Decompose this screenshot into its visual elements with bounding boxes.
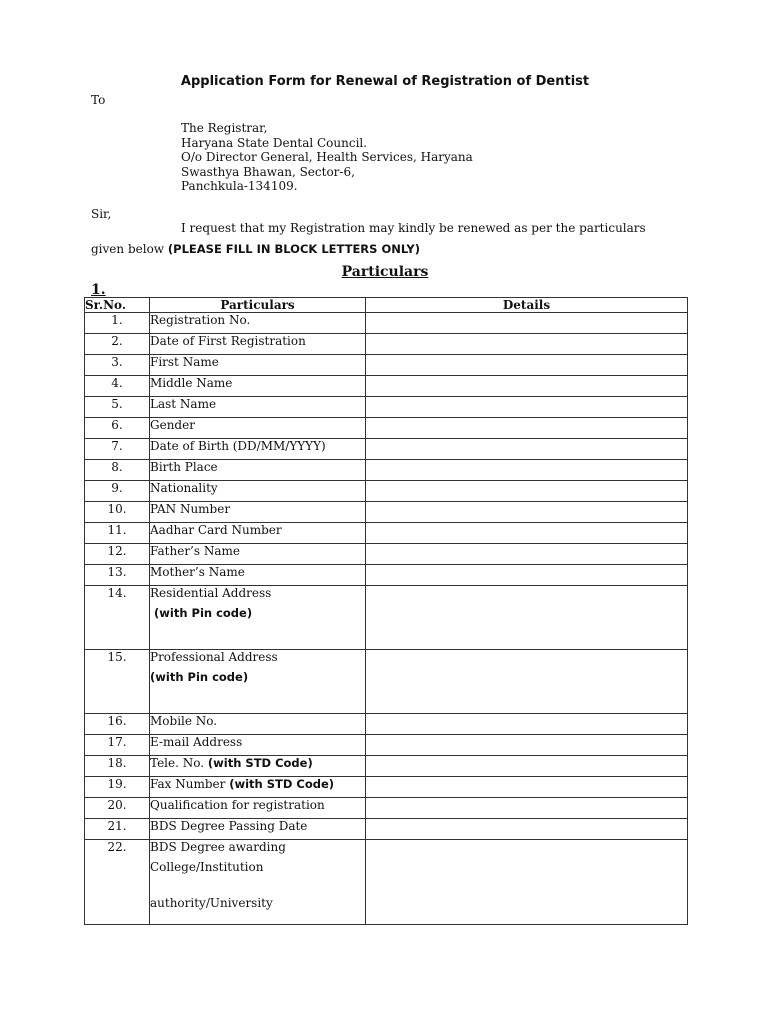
row-particular: [150, 544, 366, 565]
particular-label: E-mail Address: [150, 735, 243, 749]
table-row: [85, 355, 688, 376]
particular-label: BDS Degree awarding: [150, 840, 286, 854]
table-row: [85, 397, 688, 418]
row-number: 8.: [85, 460, 150, 481]
particular-line: College/Institution: [150, 860, 264, 874]
address-line: Panchkula-134109.: [181, 179, 298, 193]
row-number: 9.: [85, 481, 150, 502]
details-field[interactable]: [366, 481, 688, 502]
table-header-row: [85, 298, 688, 313]
request-line-1: I request that my Registration may kindly be renewed as per the particulars: [181, 221, 646, 235]
row-number: 21.: [85, 819, 150, 840]
table-row: [85, 840, 688, 925]
table-row: [85, 819, 688, 840]
row-number: 13.: [85, 565, 150, 586]
row-number: 14.: [85, 586, 150, 650]
table-row: [85, 714, 688, 735]
particular-label: Mother’s Name: [150, 565, 245, 579]
details-field[interactable]: [366, 565, 688, 586]
table-row: [85, 544, 688, 565]
particular-label: Registration No.: [150, 313, 251, 327]
salutation: Sir,: [91, 207, 112, 221]
row-particular: [150, 439, 366, 460]
particular-label: Father’s Name: [150, 544, 240, 558]
row-particular: [150, 565, 366, 586]
table-row: [85, 523, 688, 544]
row-number: 1.: [85, 313, 150, 334]
details-field[interactable]: [366, 735, 688, 756]
row-number: 7.: [85, 439, 150, 460]
header-particulars: Particulars: [150, 298, 366, 313]
row-particular: [150, 481, 366, 502]
particulars-table: [84, 297, 688, 925]
details-field[interactable]: [366, 650, 688, 714]
row-particular: [150, 460, 366, 481]
row-number: 22.: [85, 840, 150, 925]
details-field[interactable]: [366, 777, 688, 798]
row-particular: [150, 523, 366, 544]
address-line: Haryana State Dental Council.: [181, 135, 368, 150]
section-number: 1.: [91, 282, 106, 298]
row-particular: [150, 376, 366, 397]
row-particular: [150, 355, 366, 376]
particular-label: Date of First Registration: [150, 334, 306, 348]
row-particular: [150, 397, 366, 418]
request-prefix: given below: [91, 242, 165, 256]
header-srno: Sr.No.: [85, 298, 150, 313]
particular-note: (with STD Code): [207, 756, 313, 770]
table-row: [85, 439, 688, 460]
table-row: [85, 777, 688, 798]
details-field[interactable]: [366, 586, 688, 650]
row-particular: [150, 756, 366, 777]
row-particular: [150, 650, 366, 714]
details-field[interactable]: [366, 544, 688, 565]
details-field[interactable]: [366, 502, 688, 523]
details-field[interactable]: [366, 714, 688, 735]
table-row: [85, 565, 688, 586]
row-number: 6.: [85, 418, 150, 439]
table-row: [85, 334, 688, 355]
details-field[interactable]: [366, 798, 688, 819]
details-field[interactable]: [366, 756, 688, 777]
table-row: [85, 313, 688, 334]
row-particular: [150, 777, 366, 798]
row-number: 12.: [85, 544, 150, 565]
row-number: 19.: [85, 777, 150, 798]
row-particular: [150, 334, 366, 355]
details-field[interactable]: [366, 523, 688, 544]
details-field[interactable]: [366, 840, 688, 925]
address-line: O/o Director General, Health Services, Haryana: [181, 150, 473, 164]
to-label: To: [91, 93, 106, 107]
address-line: The Registrar,: [181, 121, 268, 135]
address-line: Swasthya Bhawan, Sector-6,: [181, 164, 355, 179]
details-field[interactable]: [366, 819, 688, 840]
table-row: [85, 756, 688, 777]
table-row: [85, 376, 688, 397]
particular-label: Qualification for registration: [150, 798, 325, 812]
details-field[interactable]: [366, 376, 688, 397]
particular-subnote: (with Pin code): [150, 670, 249, 684]
details-field[interactable]: [366, 460, 688, 481]
row-particular: [150, 735, 366, 756]
table-row: [85, 481, 688, 502]
particular-label: Professional Address: [150, 650, 278, 664]
row-number: 15.: [85, 650, 150, 714]
recipient-address: [181, 121, 473, 194]
form-title: Application Form for Renewal of Registration of Dentist: [180, 74, 590, 89]
particular-note: (with STD Code): [229, 777, 335, 791]
table-row: [85, 586, 688, 650]
table-row: [85, 460, 688, 481]
row-number: 5.: [85, 397, 150, 418]
row-number: 11.: [85, 523, 150, 544]
table-row: [85, 502, 688, 523]
table-row: [85, 735, 688, 756]
particular-label: BDS Degree Passing Date: [150, 819, 308, 833]
particular-label: PAN Number: [150, 502, 231, 516]
section-heading: Particulars: [341, 264, 429, 280]
particular-label: Birth Place: [150, 460, 218, 474]
request-line-2: [91, 242, 420, 256]
row-particular: [150, 798, 366, 819]
row-number: 3.: [85, 355, 150, 376]
details-field[interactable]: [366, 418, 688, 439]
particular-line: authority/University: [150, 896, 273, 910]
row-particular: [150, 418, 366, 439]
details-field[interactable]: [366, 397, 688, 418]
row-number: 16.: [85, 714, 150, 735]
row-particular: [150, 840, 366, 925]
row-particular: [150, 586, 366, 650]
row-number: 10.: [85, 502, 150, 523]
details-field[interactable]: [366, 355, 688, 376]
particular-label: Fax Number: [150, 777, 226, 791]
row-particular: [150, 714, 366, 735]
particular-label: Gender: [150, 418, 195, 432]
particular-label: Aadhar Card Number: [150, 523, 282, 537]
particular-label: Date of Birth (DD/MM/YYYY): [150, 439, 326, 453]
row-particular: [150, 819, 366, 840]
row-number: 17.: [85, 735, 150, 756]
particular-label: Middle Name: [150, 376, 233, 390]
row-particular: [150, 502, 366, 523]
row-number: 20.: [85, 798, 150, 819]
particular-label: Mobile No.: [150, 714, 218, 728]
table-row: [85, 418, 688, 439]
details-field[interactable]: [366, 334, 688, 355]
particular-label: Residential Address: [150, 586, 272, 600]
header-details: Details: [366, 298, 688, 313]
row-number: 4.: [85, 376, 150, 397]
particular-label: Tele. No.: [150, 756, 205, 770]
particular-label: Nationality: [150, 481, 218, 495]
particular-label: Last Name: [150, 397, 217, 411]
block-letters-note: (PLEASE FILL IN BLOCK LETTERS ONLY): [167, 242, 420, 256]
row-number: 18.: [85, 756, 150, 777]
row-particular: [150, 313, 366, 334]
particular-subnote: (with Pin code): [154, 606, 253, 620]
details-field[interactable]: [366, 313, 688, 334]
details-field[interactable]: [366, 439, 688, 460]
table-row: [85, 798, 688, 819]
particular-label: First Name: [150, 355, 219, 369]
table-row: [85, 650, 688, 714]
row-number: 2.: [85, 334, 150, 355]
